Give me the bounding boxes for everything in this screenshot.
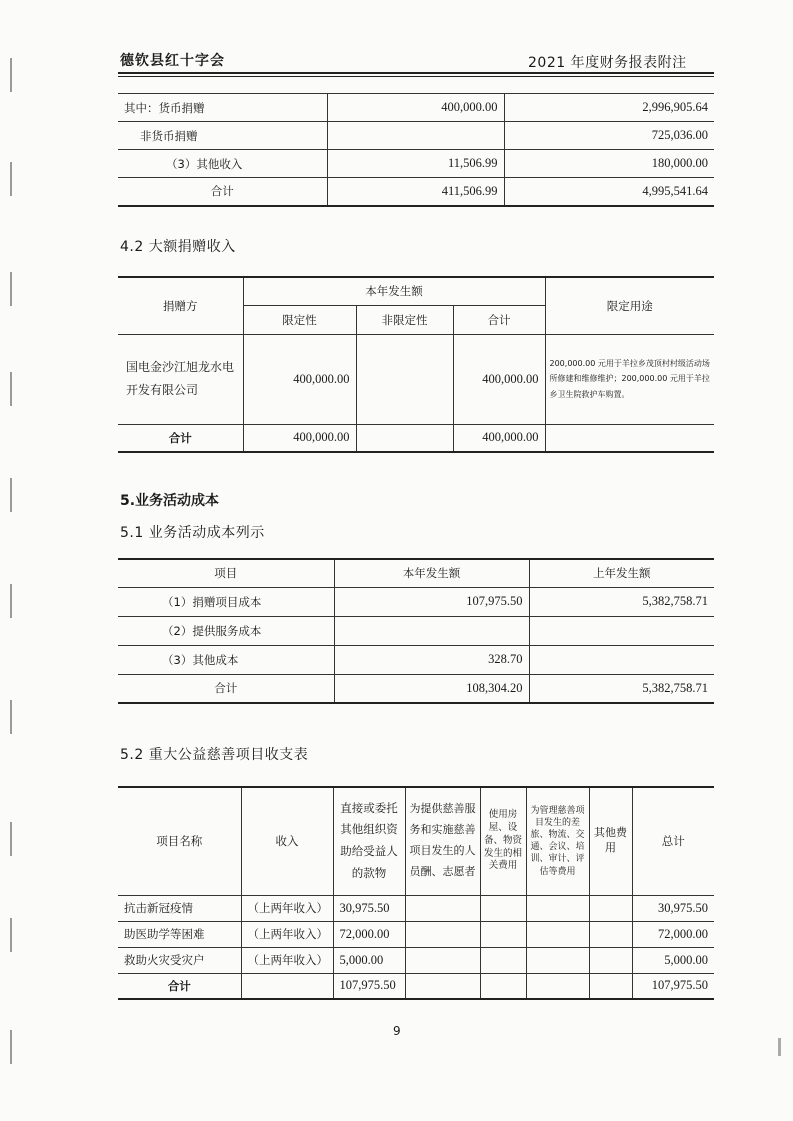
section-5-2-title: 5.2 重大公益慈善项目收支表 (120, 747, 309, 763)
project-name: 助医助学等困难 (118, 921, 241, 947)
project-name: 抗击新冠疫情 (118, 895, 241, 921)
prior-value: 725,036.00 (504, 122, 714, 150)
project-name: 救助火灾受灾户 (118, 947, 241, 973)
prior-value: 2,996,905.64 (504, 94, 714, 122)
scan-margin-mark (10, 700, 12, 734)
project-income: （上两年收入） (241, 947, 333, 973)
name-header: 项目名称 (118, 787, 241, 895)
project-premises (480, 947, 526, 973)
project-mgmt (526, 895, 589, 921)
income-table-continued (118, 93, 714, 207)
current-value: 400,000.00 (327, 94, 504, 122)
scan-margin-mark (778, 1038, 781, 1056)
unrestricted-value (356, 334, 453, 424)
row-label: （3）其他收入 (118, 150, 327, 178)
project-other (589, 921, 632, 947)
header-rule (118, 72, 714, 74)
sum-label: 合计 (118, 973, 241, 999)
current-amount-header: 本年发生额 (243, 277, 545, 305)
table-row (118, 424, 714, 452)
item-header: 项目 (118, 559, 334, 587)
table-row (118, 122, 714, 150)
other-header: 其他费用 (589, 787, 632, 895)
total-header: 总计 (632, 787, 714, 895)
current-value: 411,506.99 (327, 178, 504, 206)
current-value (334, 616, 529, 645)
current-value: 108,304.20 (334, 674, 529, 703)
total-value: 400,000.00 (453, 334, 545, 424)
scan-margin-mark (10, 272, 12, 306)
table-row (118, 947, 714, 973)
row-label: （2）提供服务成本 (118, 616, 334, 645)
scan-margin-mark (10, 584, 12, 618)
table-row (118, 674, 714, 703)
project-staff (405, 895, 480, 921)
scan-margin-mark (10, 478, 12, 512)
page-number: 9 (393, 1024, 401, 1038)
staff-header: 为提供慈善服务和实施慈善项目发生的人员酬、志愿者 (405, 787, 480, 895)
total-header: 合计 (453, 305, 545, 334)
table-row (118, 150, 714, 178)
table-row (118, 921, 714, 947)
major-project-table (118, 786, 714, 1000)
project-other (589, 895, 632, 921)
row-label: （1）捐赠项目成本 (118, 587, 334, 616)
project-staff (405, 947, 480, 973)
section-5-1-title: 5.1 业务活动成本列示 (120, 525, 265, 541)
sum-unrestricted (356, 424, 453, 452)
document-title: 2021 年度财务报表附注 (528, 55, 687, 71)
table-header-row (118, 787, 714, 895)
large-donation-table (118, 276, 714, 453)
table-row (118, 645, 714, 674)
prior-value: 5,382,758.71 (529, 587, 714, 616)
table-row (118, 616, 714, 645)
organization-name: 德钦县红十字会 (120, 53, 225, 69)
table-row (118, 94, 714, 122)
direct-header: 直接或委托其他组织资助给受益人的款物 (333, 787, 405, 895)
table-row (118, 178, 714, 206)
prior-value (529, 645, 714, 674)
sum-restricted: 400,000.00 (243, 424, 356, 452)
row-label: （3）其他成本 (118, 645, 334, 674)
prior-value: 5,382,758.71 (529, 674, 714, 703)
prior-value: 4,995,541.64 (504, 178, 714, 206)
scan-margin-mark (10, 58, 12, 92)
sum-premises (480, 973, 526, 999)
prior-header: 上年发生额 (529, 559, 714, 587)
project-total: 72,000.00 (632, 921, 714, 947)
current-value (327, 122, 504, 150)
project-staff (405, 921, 480, 947)
scan-margin-mark (10, 822, 12, 856)
donor-header: 捐赠方 (118, 277, 243, 334)
prior-value: 180,000.00 (504, 150, 714, 178)
row-label: 合计 (118, 178, 327, 206)
table-row (118, 334, 714, 424)
current-value: 11,506.99 (327, 150, 504, 178)
project-premises (480, 895, 526, 921)
current-header: 本年发生额 (334, 559, 529, 587)
project-total: 5,000.00 (632, 947, 714, 973)
row-label: 其中：货币捐赠 (118, 94, 327, 122)
purpose-text: 200,000.00 元用于羊拉乡茂顶村村级活动场所修建和维修维护；200,000.00 元用于羊拉乡卫生院救护车购置。 (545, 334, 714, 424)
current-value: 328.70 (334, 645, 529, 674)
prior-value (529, 616, 714, 645)
scan-margin-mark (10, 372, 12, 406)
project-income: （上两年收入） (241, 895, 333, 921)
restricted-header: 限定性 (243, 305, 356, 334)
sum-mgmt (526, 973, 589, 999)
unrestricted-header: 非限定性 (356, 305, 453, 334)
table-row (118, 973, 714, 999)
section-4-2-title: 4.2 大额捐赠收入 (120, 239, 236, 255)
header-rule-thin (118, 76, 714, 77)
project-premises (480, 921, 526, 947)
scan-margin-mark (10, 162, 12, 196)
purpose-header: 限定用途 (545, 277, 714, 334)
sum-purpose (545, 424, 714, 452)
restricted-value: 400,000.00 (243, 334, 356, 424)
sum-other (589, 973, 632, 999)
sum-total: 400,000.00 (453, 424, 545, 452)
income-header: 收入 (241, 787, 333, 895)
section-5-title: 5.业务活动成本 (120, 493, 220, 509)
sum-staff (405, 973, 480, 999)
project-direct: 5,000.00 (333, 947, 405, 973)
project-direct: 30,975.50 (333, 895, 405, 921)
table-header-row (118, 277, 714, 305)
project-total: 30,975.50 (632, 895, 714, 921)
project-direct: 72,000.00 (333, 921, 405, 947)
project-mgmt (526, 947, 589, 973)
sum-direct: 107,975.50 (333, 973, 405, 999)
project-income: （上两年收入） (241, 921, 333, 947)
current-value: 107,975.50 (334, 587, 529, 616)
row-label: 非货币捐赠 (118, 122, 327, 150)
table-row (118, 587, 714, 616)
sum-label: 合计 (118, 424, 243, 452)
sum-income (241, 973, 333, 999)
scan-margin-mark (10, 1030, 12, 1064)
table-header-row (118, 559, 714, 587)
row-label: 合计 (118, 674, 334, 703)
project-mgmt (526, 921, 589, 947)
activity-cost-table (118, 558, 714, 704)
sum-total: 107,975.50 (632, 973, 714, 999)
scan-margin-mark (10, 918, 12, 952)
premises-header: 使用房屋、设备、物资发生的相关费用 (480, 787, 526, 895)
donor-name: 国电金沙江旭龙水电开发有限公司 (118, 334, 243, 424)
mgmt-header: 为管理慈善项目发生的差旅、物流、交通、会议、培训、审计、评估等费用 (526, 787, 589, 895)
project-other (589, 947, 632, 973)
table-row (118, 895, 714, 921)
